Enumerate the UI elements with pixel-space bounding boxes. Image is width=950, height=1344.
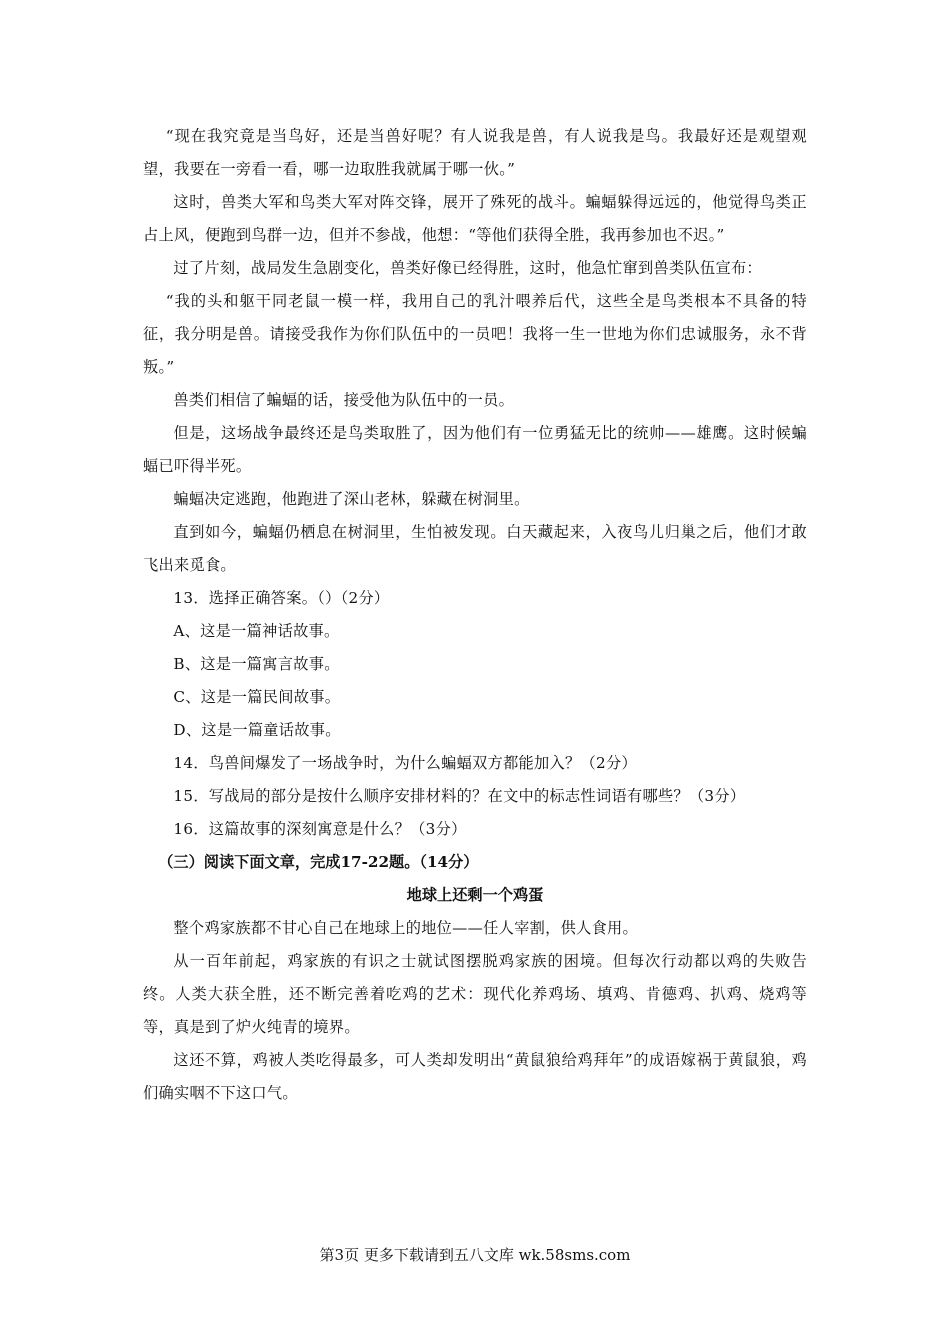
question-16: 16．这篇故事的深刻寓意是什么？（3分）	[173, 820, 467, 838]
question-13-option-b: B、这是一篇寓言故事。	[173, 655, 340, 673]
paragraph: 直到如今，蝙蝠仍栖息在树洞里，生怕被发现。白天藏起来，入夜鸟儿归巢之后，他们才敢飞出来觅食。	[143, 523, 807, 574]
question-13-option-d: D、这是一篇童话故事。	[173, 721, 341, 739]
paragraph: 这还不算，鸡被人类吃得最多，可人类却发明出“黄鼠狼给鸡拜年”的成语嫁祸于黄鼠狼，鸡们确实咽不下这口气。	[143, 1051, 807, 1102]
paragraph: 这时，兽类大军和鸟类大军对阵交锋，展开了殊死的战斗。蝙蝠躲得远远的，他觉得鸟类正占上风，便跑到鸟群一边，但并不参战，他想：“等他们获得全胜，我再参加也不迟。”	[143, 193, 807, 244]
question-13-option-c: C、这是一篇民间故事。	[173, 688, 341, 706]
paragraph: 兽类们相信了蝙蝠的话，接受他为队伍中的一员。	[173, 391, 515, 409]
story-title: 地球上还剩一个鸡蛋	[406, 886, 544, 904]
paragraph: “我的头和躯干同老鼠一模一样，我用自己的乳汁喂养后代，这些全是鸟类根本不具备的特征，我分明是兽。请接受我作为你们队伍中的一员吧！我将一生一世地为你们忠诚服务，永不背叛。”	[143, 292, 807, 376]
paragraph: 但是，这场战争最终还是鸟类取胜了，因为他们有一位勇猛无比的统帅——雄鹰。这时候蝙蝠已吓得半死。	[143, 424, 807, 475]
page-footer: 第3页 更多下载请到五八文库 wk.58sms.com	[319, 1246, 631, 1264]
question-14: 14．鸟兽间爆发了一场战争时，为什么蝙蝠双方都能加入？（2分）	[173, 754, 637, 772]
page-content	[143, 120, 807, 1110]
question-15: 15．写战局的部分是按什么顺序安排材料的？在文中的标志性词语有哪些？（3分）	[173, 787, 746, 805]
question-13-option-a: A、这是一篇神话故事。	[173, 622, 340, 640]
paragraph: “现在我究竟是当鸟好，还是当兽好呢？有人说我是兽，有人说我是鸟。我最好还是观望观望，我要在一旁看一看，哪一边取胜我就属于哪一伙。”	[143, 127, 807, 178]
paragraph: 蝙蝠决定逃跑，他跑进了深山老林，躲藏在树洞里。	[173, 490, 530, 508]
paragraph: 过了片刻，战局发生急剧变化，兽类好像已经得胜，这时，他急忙窜到兽类队伍宣布：	[173, 259, 762, 277]
paragraph: 从一百年前起，鸡家族的有识之士就试图摆脱鸡家族的困境。但每次行动都以鸡的失败告终。人类大获全胜，还不断完善着吃鸡的艺术：现代化养鸡场、填鸡、肯德鸡、扒鸡、烧鸡等等，真是到了炉火纯青的境界。	[143, 952, 807, 1036]
question-13-stem: 13．选择正确答案。（）（2分）	[173, 589, 390, 607]
section-heading: （三）阅读下面文章，完成17-22题。（14分）	[158, 853, 479, 871]
paragraph: 整个鸡家族都不甘心自己在地球上的地位——任人宰割，供人食用。	[173, 919, 639, 937]
